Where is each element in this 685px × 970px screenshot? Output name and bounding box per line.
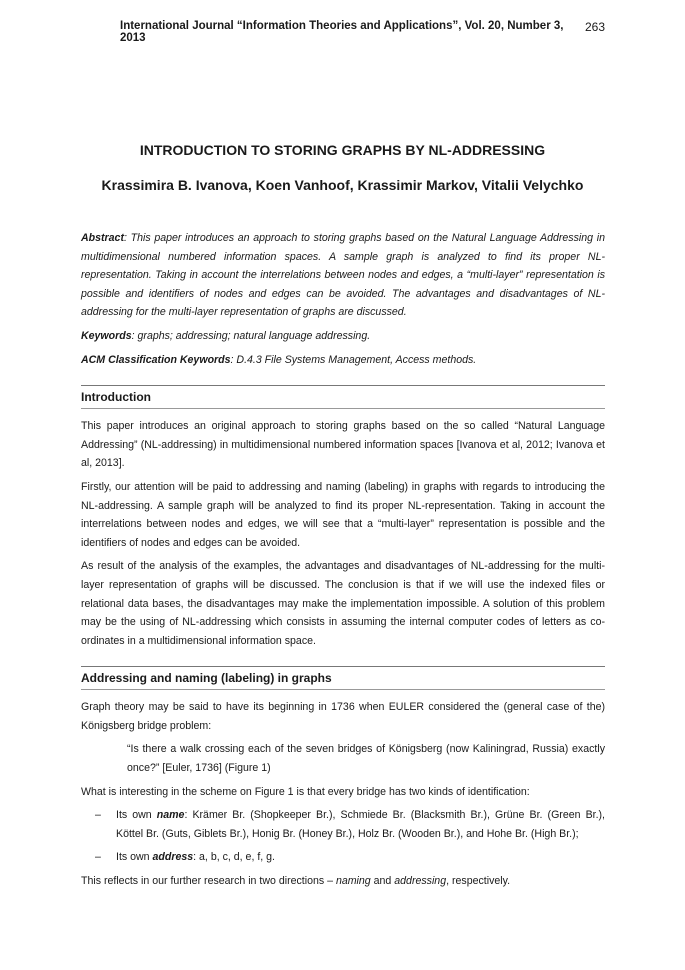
section-heading-addressing: Addressing and naming (labeling) in graphs xyxy=(81,666,605,690)
text: , respectively. xyxy=(446,875,511,888)
running-header xyxy=(120,20,605,44)
abstract-label: Abstract xyxy=(81,232,124,244)
emphasis: addressing xyxy=(394,875,447,888)
text: and xyxy=(370,875,395,888)
journal-name: International Journal “Information Theories and Applications”, Vol. 20, Number 3, 2013 xyxy=(120,20,564,44)
acm-label: ACM Classification Keywords xyxy=(81,353,231,366)
block-quote: “Is there a walk crossing each of the seven bridges of Königsberg (now Kaliningrad, Russia) exactly once?” [Euler, 1736] (Figure 1) xyxy=(127,743,605,775)
item-term: name xyxy=(156,809,185,822)
paragraph: What is interesting in the scheme on Figure 1 is that every bridge has two kinds of identification: xyxy=(81,785,530,798)
list-item xyxy=(81,848,605,867)
acm-keywords xyxy=(81,351,605,370)
item-prefix: Its own xyxy=(116,851,153,864)
item-prefix: Its own xyxy=(116,809,157,822)
paragraph: This paper introduces an original approach to storing graphs based on the so called “Natural Language Addressing” (NL-addressing) in multidimensional numbered information spaces [Ivanova et al, 2012; Ivanova et al, 2013]. xyxy=(81,420,605,470)
paragraph: Firstly, our attention will be paid to addressing and naming (labeling) in graphs with regards to introducing the NL-addressing. A sample graph will be analyzed to find its proper NL-representation. Taking in account the interrelations between nodes and edges, we will see that a “multi-layer” representation is possible and the identifiers of nodes and edges can be avoided. xyxy=(81,480,605,549)
acm-text: : D.4.3 File Systems Management, Access methods. xyxy=(230,353,477,366)
paper-title: INTRODUCTION TO STORING GRAPHS BY NL-ADDRESSING xyxy=(139,142,546,158)
list-item xyxy=(81,806,605,843)
abstract xyxy=(81,229,605,322)
paragraph: As result of the analysis of the examples, the advantages and disadvantages of NL-addressing for the multi-layer representation of graphs will be discussed. The conclusion is that if we will use the indexed files or relational data bases, the disadvantages may make the implementation impossible. A solution of this problem may be the using of NL-addressing which consists in assuming the internal computer codes of letters as co-ordinates in a multidimensional information space. xyxy=(81,560,605,647)
paper-body xyxy=(81,229,605,896)
item-text: : a, b, c, d, e, f, g. xyxy=(193,851,276,864)
item-text: : Krämer Br. (Shopkeeper Br.), Schmiede Br. (Blacksmith Br.), Grüne Br. (Green Br.), Köttel Br. (Guts, Giblets Br.), Honig Br. (Honey Br.), Holz Br. (Wooden Br.), and Hohe Br. (High Br.); xyxy=(116,809,605,840)
paragraph: Graph theory may be said to have its beginning in 1736 when EULER considered the (general case of the) Königsberg bridge problem: xyxy=(81,701,605,732)
abstract-text: : This paper introduces an approach to storing graphs based on the Natural Language Addressing in multidimensional numbered information spaces. A sample graph is analyzed to find its proper NL-representation. Taking in account the interrelations between nodes and edges, a “multi-layer” representation is possible and identifiers of nodes and edges can be avoided. The advantages and disadvantages of NL-addressing for the multi-layer representation of graphs are discussed. xyxy=(81,232,605,319)
keywords-text: : graphs; addressing; natural language addressing. xyxy=(131,329,371,342)
dash-bullet: – xyxy=(95,809,101,822)
dash-bullet: – xyxy=(95,851,101,864)
paragraph xyxy=(81,872,605,891)
emphasis: naming xyxy=(335,875,371,888)
authors: Krassimira B. Ivanova, Koen Vanhoof, Krassimir Markov, Vitalii Velychko xyxy=(101,177,584,193)
text: This reflects in our further research in two directions – xyxy=(81,875,336,888)
section-heading-introduction: Introduction xyxy=(81,385,605,409)
keywords xyxy=(81,327,605,346)
item-term: address xyxy=(152,851,194,864)
page-number: 263 xyxy=(584,20,605,34)
keywords-label: Keywords xyxy=(81,329,132,342)
identification-list xyxy=(81,806,605,867)
